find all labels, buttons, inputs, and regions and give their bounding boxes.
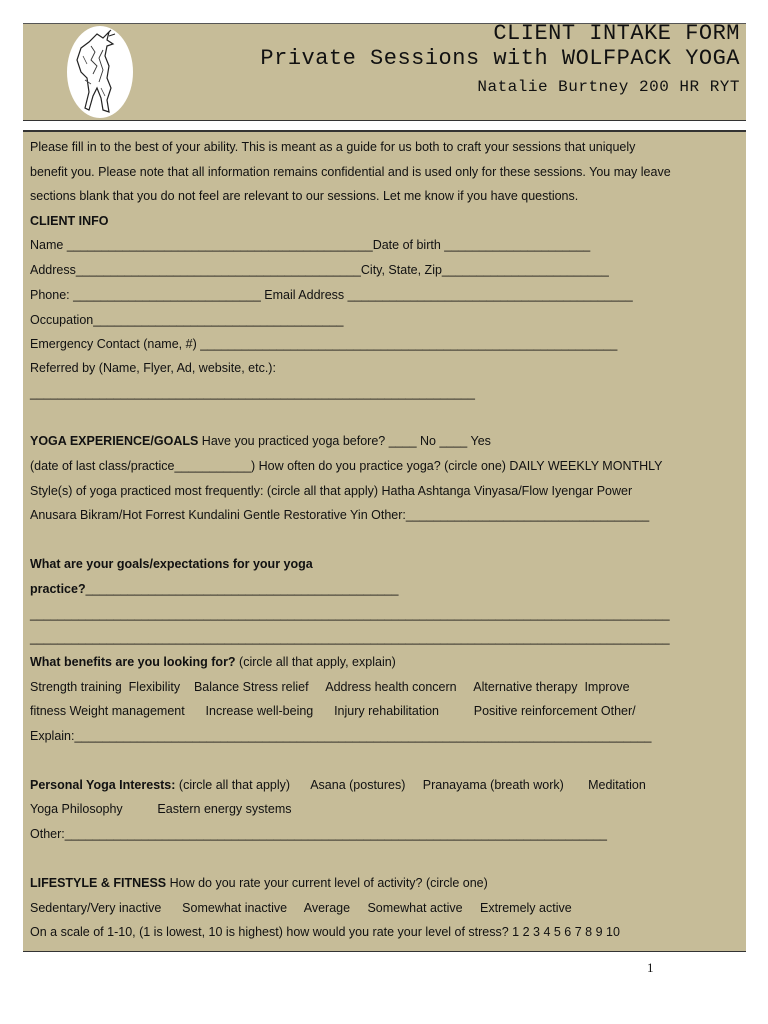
benefits-options-1[interactable]: Strength training Flexibility Balance Stress relief Address health concern Alternative therapy Improve: [30, 680, 630, 694]
goals-blank-line-2[interactable]: ____________________________________________________________________________________________: [30, 631, 670, 645]
benefits-instruction: (circle all that apply, explain): [235, 655, 396, 669]
occupation-field[interactable]: Occupation____________________________________: [30, 313, 344, 327]
intro-line-2: benefit you. Please note that all information remains confidential and is used only for these sessions. You may leave: [30, 165, 671, 179]
stress-scale[interactable]: On a scale of 1-10, (1 is lowest, 10 is highest) how would you rate your level of stress? 1 2 3 4 5 6 7 8 9 10: [30, 925, 620, 939]
yoga-styles-line-2[interactable]: Anusara Bikram/Hot Forrest Kundalini Gentle Restorative Yin Other:___________________________________: [30, 508, 650, 522]
interests-heading: Personal Yoga Interests:: [30, 778, 176, 792]
client-info-heading: CLIENT INFO: [30, 214, 109, 228]
form-title: CLIENT INTAKE FORM: [493, 21, 740, 46]
name-dob-field[interactable]: Name ____________________________________________Date of birth _____________________: [30, 238, 591, 252]
activity-options[interactable]: Sedentary/Very inactive Somewhat inactive Average Somewhat active Extremely active: [30, 901, 572, 915]
benefits-heading: What benefits are you looking for?: [30, 655, 236, 669]
lifestyle-heading: LIFESTYLE & FITNESS: [30, 876, 167, 890]
phone-email-field[interactable]: Phone: ___________________________ Email Address _________________________________________: [30, 288, 633, 302]
goals-heading: What are your goals/expectations for your yoga: [30, 557, 313, 571]
form-header: [23, 23, 746, 121]
interests-options-1[interactable]: (circle all that apply) Asana (postures) Pranayama (breath work) Meditation: [175, 778, 646, 792]
goals-blank[interactable]: _____________________________________________: [85, 582, 399, 596]
yoga-experience-heading: YOGA EXPERIENCE/GOALS: [30, 434, 199, 448]
header-titles: [260, 22, 740, 102]
benefits-explain-field[interactable]: Explain:___________________________________________________________________________________: [30, 729, 652, 743]
address-field[interactable]: Address_________________________________________City, State, Zip________________________: [30, 263, 609, 277]
activity-question: How do you rate your current level of activity? (circle one): [166, 876, 488, 890]
goals-heading-cont: practice?: [30, 582, 86, 596]
goals-field[interactable]: [30, 582, 398, 597]
emergency-contact-field[interactable]: Emergency Contact (name, #) ____________________________________________________________: [30, 337, 618, 351]
intro-line-1: Please fill in to the best of your ability. This is meant as a guide for us both to craft your sessions that uniquely: [30, 140, 636, 154]
practice-frequency-line[interactable]: (date of last class/practice___________) How often do you practice yoga? (circle one) DAILY WEEKLY MONTHLY: [30, 459, 663, 473]
benefits-question: [30, 655, 396, 670]
instructor-name: Natalie Burtney 200 HR RYT: [477, 78, 740, 96]
lifestyle-question: [30, 876, 488, 891]
benefits-options-2[interactable]: fitness Weight management Increase well-being Injury rehabilitation Positive reinforcement Other/: [30, 704, 636, 718]
interests-line-1[interactable]: [30, 778, 646, 793]
practiced-before-question[interactable]: Have you practiced yoga before? ____ No ____ Yes: [198, 434, 491, 448]
wolf-logo-icon: [67, 26, 133, 118]
form-subtitle: Private Sessions with WOLFPACK YOGA: [260, 46, 740, 71]
form-body: [23, 130, 746, 952]
yoga-experience-line-1: [30, 434, 491, 449]
referred-by-field[interactable]: ________________________________________________________________: [30, 386, 475, 400]
interests-other-field[interactable]: Other:______________________________________________________________________________: [30, 827, 607, 841]
interests-options-2[interactable]: Yoga Philosophy Eastern energy systems: [30, 802, 292, 816]
page-number: 1: [647, 960, 654, 975]
goals-blank-line-1[interactable]: ____________________________________________________________________________________________: [30, 607, 670, 621]
intro-line-3: sections blank that you do not feel are relevant to our sessions. Let me know if you have questions.: [30, 189, 579, 203]
referred-by-label: Referred by (Name, Flyer, Ad, website, etc.):: [30, 361, 276, 375]
yoga-styles-line-1[interactable]: Style(s) of yoga practiced most frequently: (circle all that apply) Hatha Ashtanga Vinyasa/Flow Iyengar Power: [30, 484, 633, 498]
